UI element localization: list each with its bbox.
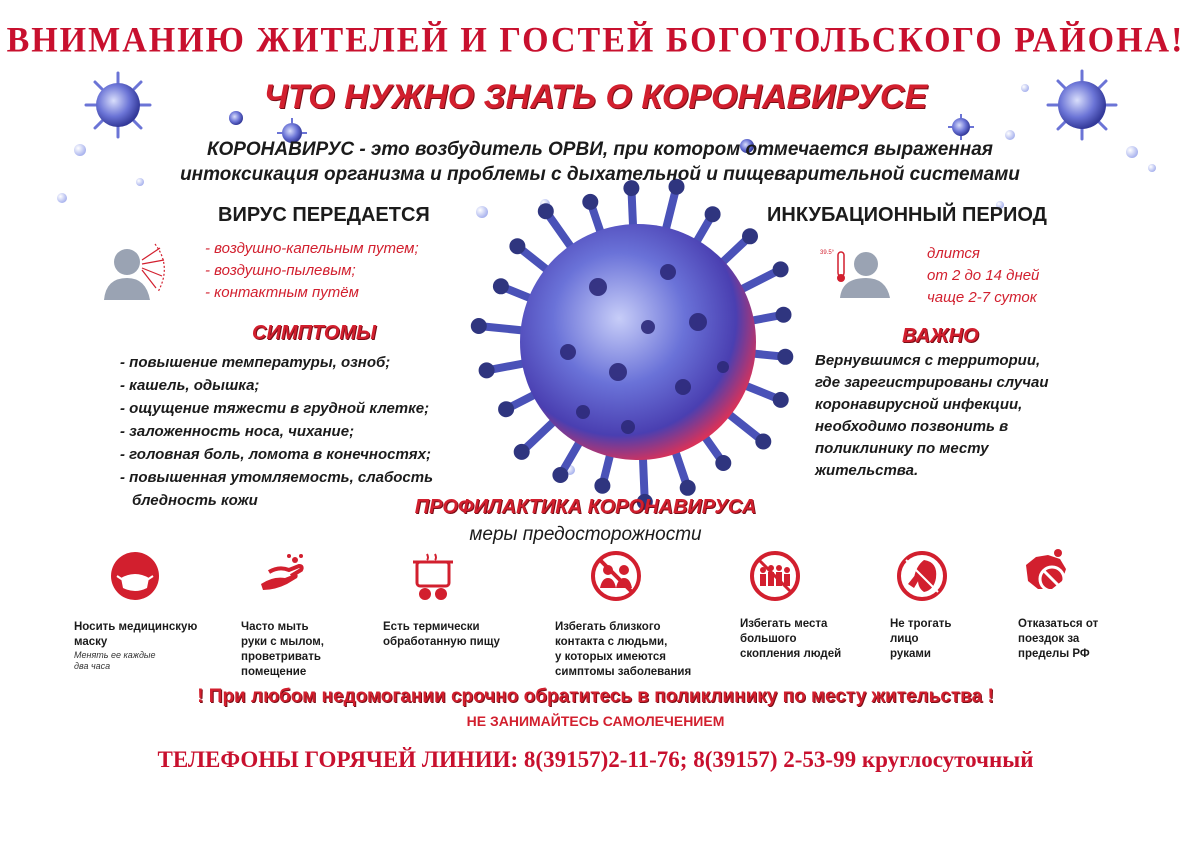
symptom-item: - ощущение тяжести в грудной клетке; <box>120 400 430 417</box>
hotline-phones: ТЕЛЕФОНЫ ГОРЯЧЕЙ ЛИНИИ: 8(39157)2-11-76; 8(39157) 2-53-99 круглосуточный <box>157 747 1034 772</box>
virus-spike-head <box>582 194 598 210</box>
important-text <box>815 350 1049 482</box>
incubation-heading: ИНКУБАЦИОННЫЙ ПЕРИОД <box>767 204 1047 226</box>
definition <box>100 137 1100 187</box>
incubation-item: от 2 до 14 дней <box>927 267 1040 284</box>
prevention-note: два часа <box>74 661 111 671</box>
symptoms-list <box>120 351 433 512</box>
prevention-label: большого <box>740 633 797 645</box>
important-line: поликлинику по месту <box>815 440 989 457</box>
prevention-label: Избегать близкого <box>555 621 661 633</box>
symptoms-heading: СИМПТОМЫ <box>252 322 377 344</box>
virus-spike-head <box>755 434 771 450</box>
prevention-item-mask <box>74 620 197 672</box>
virus-spike-head <box>776 307 792 323</box>
prevention-heading: ПРОФИЛАКТИКА КОРОНАВИРУСА <box>414 496 757 518</box>
prevention-label: поездок за <box>1018 633 1080 645</box>
incubation-item: длится <box>927 245 980 262</box>
symptom-item: бледность кожи <box>132 492 258 509</box>
virus-spike-head <box>705 206 721 222</box>
virus-spike-head <box>479 362 495 378</box>
definition-line: КОРОНАВИРУС - это возбудитель ОРВИ, при котором отмечается выраженная <box>207 139 993 160</box>
virus-spike-head <box>773 392 789 408</box>
virus-spike-head <box>514 444 530 460</box>
prevention-label: Отказаться от <box>1018 618 1099 630</box>
virus-spike-head <box>509 238 525 254</box>
prevention-label: контакта с людьми, <box>555 636 668 648</box>
no-crowd-icon <box>747 548 803 604</box>
important-line: необходимо позвонить в <box>815 418 1009 435</box>
symptom-item: - кашель, одышка; <box>120 377 260 394</box>
virus-spike-head <box>493 278 509 294</box>
prevention-note: Менять ее каждые <box>74 650 156 660</box>
mask-icon <box>107 548 163 604</box>
virus-spike-head <box>680 480 696 496</box>
incubation-list <box>927 243 1039 309</box>
prevention-label: руками <box>890 648 931 660</box>
prevention-label: Не трогать <box>890 618 952 630</box>
prevention-label: проветривать <box>241 651 321 663</box>
prevention-label: руки с мылом, <box>241 636 324 648</box>
important-line: коронавирусной инфекции, <box>815 396 1023 413</box>
important-line: где зарегистрированы случаи <box>815 374 1049 391</box>
prevention-label: обработанную пищу <box>383 636 500 648</box>
incubation-item: чаще 2-7 суток <box>927 289 1037 306</box>
prevention-item-no-contact <box>555 620 691 680</box>
prevention-label: маску <box>74 636 108 648</box>
prevention-label: симптомы заболевания <box>555 666 692 678</box>
prevention-label: Часто мыть <box>241 621 309 633</box>
symptom-item: - повышенная утомляемость, слабость <box>120 469 433 486</box>
prevention-label: лицо <box>890 633 919 645</box>
no-contact-icon <box>588 548 644 604</box>
prevention-label: Есть термически <box>383 621 480 633</box>
virus-spike-head <box>552 467 568 483</box>
virus-spike-head <box>498 401 514 417</box>
warning-message: ! При любом недомогании срочно обратитесь в поликлинику по месту жительства ! <box>197 686 994 707</box>
prevention-label: пределы РФ <box>1018 648 1090 660</box>
prevention-subheading: меры предосторожности <box>469 524 702 545</box>
thermometer-label: 39.5° <box>820 250 835 256</box>
definition-line: интоксикация организма и проблемы с дыхательной и пищеварительной системами <box>180 164 1020 185</box>
important-line: жительства. <box>815 462 919 479</box>
virus-spike-head <box>742 228 758 244</box>
symptom-item: - заложенность носа, чихание; <box>120 423 355 440</box>
prevention-item-no-travel <box>1018 617 1098 662</box>
no-self-treatment-warning: НЕ ЗАНИМАЙТЕСЬ САМОЛЕЧЕНИЕМ <box>466 713 725 729</box>
transmission-item: - воздушно-пылевым; <box>205 262 356 279</box>
prevention-item-cooking <box>383 620 500 650</box>
virus-spike-head <box>773 261 789 277</box>
person-thermometer-icon <box>820 242 892 300</box>
transmission-list <box>205 238 419 304</box>
virus-spike-head <box>538 203 554 219</box>
prevention-label: скопления людей <box>740 648 842 660</box>
transmission-item: - воздушно-капельным путем; <box>205 240 419 257</box>
prevention-item-no-crowd <box>740 617 841 662</box>
prevention-label: у которых имеются <box>555 651 666 663</box>
prevention-label: Носить медицинскую <box>74 621 198 633</box>
important-heading: ВАЖНО <box>902 325 979 347</box>
symptom-item: - головная боль, ломота в конечностях; <box>120 446 431 463</box>
prevention-label: помещение <box>241 666 307 678</box>
subtitle: ЧТО НУЖНО ЗНАТЬ О КОРОНАВИРУСЕ <box>263 78 928 116</box>
transmission-item: - контактным путём <box>205 284 359 301</box>
prevention-label: Избегать места <box>740 618 828 630</box>
transmission-heading: ВИРУС ПЕРЕДАЕТСЯ <box>218 204 430 226</box>
no-face-touch-icon <box>894 548 950 604</box>
virus-spike-head <box>594 478 610 494</box>
person-coughing-icon <box>100 240 172 302</box>
symptom-item: - повышение температуры, озноб; <box>120 354 391 371</box>
prevention-item-no-face-touch <box>890 617 951 662</box>
coronavirus-illustration <box>471 179 794 510</box>
cooking-pot-icon <box>405 548 461 604</box>
important-line: Вернувшимся с территории, <box>815 352 1041 369</box>
main-title: ВНИМАНИЮ ЖИТЕЛЕЙ И ГОСТЕЙ БОГОТОЛЬСКОГО РАЙОНА! <box>6 21 1185 60</box>
prevention-item-hand-washing <box>241 620 324 680</box>
virus-spike-head <box>715 455 731 471</box>
hand-washing-icon <box>255 548 311 604</box>
no-travel-icon <box>1018 545 1074 601</box>
virus-spike-head <box>471 318 487 334</box>
virus-spike-head <box>777 349 793 365</box>
